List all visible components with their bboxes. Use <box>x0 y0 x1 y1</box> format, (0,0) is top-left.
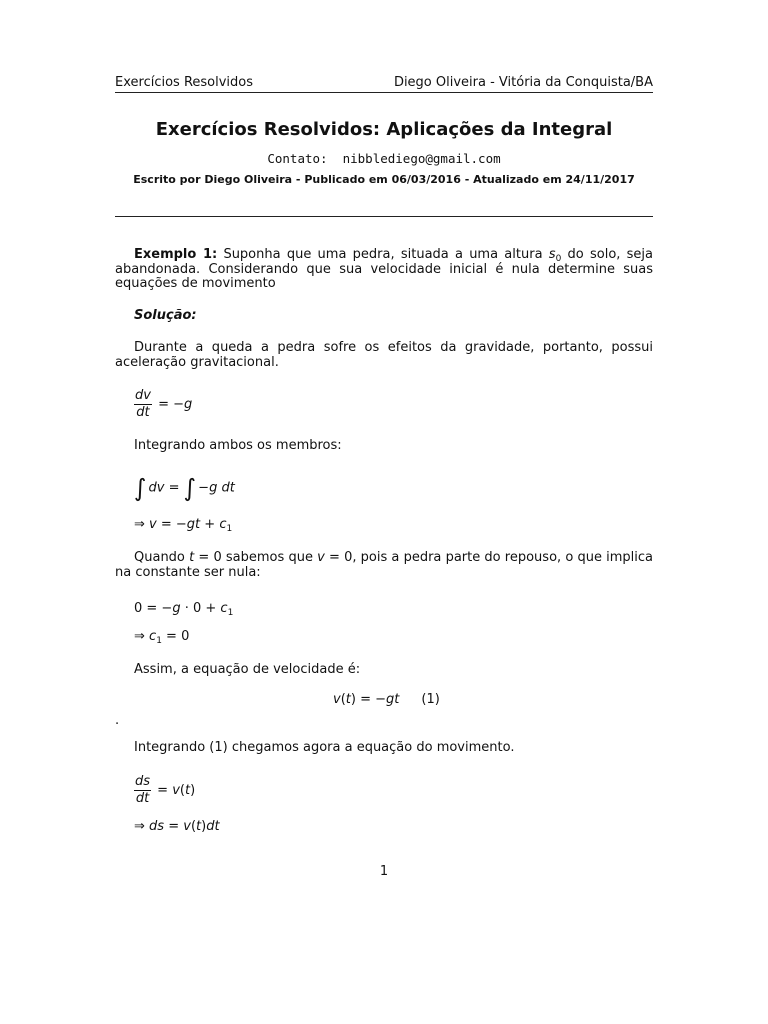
equation-dv-dt <box>134 388 192 421</box>
implies-arrow: ⇒ <box>134 819 150 834</box>
document-title: Exercícios Resolvidos: Aplicações da Integral <box>155 119 613 140</box>
fraction-denominator: dt <box>136 405 150 420</box>
example-text-a: Suponha que uma pedra, situada a uma altura <box>217 247 549 262</box>
example-var-sub: 0 <box>555 254 562 264</box>
equation-tag: (1) <box>421 692 440 707</box>
running-header-right: Diego Oliveira - Vitória da Conquista/BA <box>393 75 653 90</box>
example-text-b: do solo, seja abandonada. Considerando que sua velocidade inicial é nula determine suas equações de movimento <box>115 247 653 291</box>
equation-velocity-final: v(t) = −gt (1) <box>333 692 440 707</box>
implies-arrow: ⇒ <box>134 517 150 532</box>
example-var: s <box>548 247 556 262</box>
example-statement <box>115 248 653 292</box>
equation-constant-zero: ⇒ $c_1 = 0$ <box>134 629 190 646</box>
running-header-left: Exercícios Resolvidos <box>115 75 254 90</box>
example-label: Exemplo 1: <box>134 247 218 262</box>
implies-arrow: ⇒ <box>134 629 150 644</box>
integral-sign-left: ∫ <box>134 474 147 502</box>
term-gt: gt <box>186 517 201 532</box>
equation-velocity-general: ⇒ $v = -gt + c_1$ <box>134 517 233 534</box>
paragraph-integrating: Integrando ambos os membros: <box>134 438 342 453</box>
byline: Escrito por Diego Oliveira - Publicado em 06/03/2016 - Atualizado em 24/11/2017 <box>133 173 635 186</box>
constant-c: c <box>219 517 227 532</box>
equation-ds-dt: $\frac{ds}{dt}$ = v(t) <box>135 774 196 806</box>
minus-sign: − <box>198 480 210 496</box>
var-v: v <box>149 517 157 532</box>
paragraph-velocity-equation: Assim, a equação de velocidade é: <box>134 662 361 677</box>
equation-initial: $0 = -g \cdot 0 + c_1$ <box>134 601 234 618</box>
page-number: 1 <box>379 864 389 879</box>
solution-label: Solução: <box>134 308 197 323</box>
title-rule <box>115 216 653 217</box>
trailing-dot: . <box>115 713 120 728</box>
equals-sign: = <box>164 480 184 496</box>
integrand-g: g <box>209 480 218 496</box>
equation-ds: ⇒ ds = v(t)dt <box>134 819 220 834</box>
fraction-dv-dt <box>134 388 152 421</box>
header-rule <box>115 92 653 93</box>
paragraph-gravity: Durante a queda a pedra sofre os efeitos da gravidade, portanto, possui aceleração gravitacional. <box>115 340 653 370</box>
integrand-dv: dv <box>148 480 165 496</box>
fraction-numerator: dv <box>135 388 151 403</box>
equation-integral <box>134 474 235 502</box>
integral-sign-right: ∫ <box>183 474 197 502</box>
equation-var-g: g <box>184 397 193 412</box>
equation-operator: = − <box>153 397 185 412</box>
paragraph-initial-condition: Quando t = 0 sabemos que v = 0, pois a pedra parte do repouso, o que implica na constante ser nula: <box>115 550 654 580</box>
paragraph-motion-equation: Integrando (1) chegamos agora a equação do movimento. <box>134 740 515 755</box>
integrand-dt: dt <box>217 480 235 496</box>
contact-line: Contato: nibblediego@gmail.com <box>267 151 501 166</box>
fraction-ds-dt: $\frac{ds}{dt}$ <box>135 774 151 806</box>
